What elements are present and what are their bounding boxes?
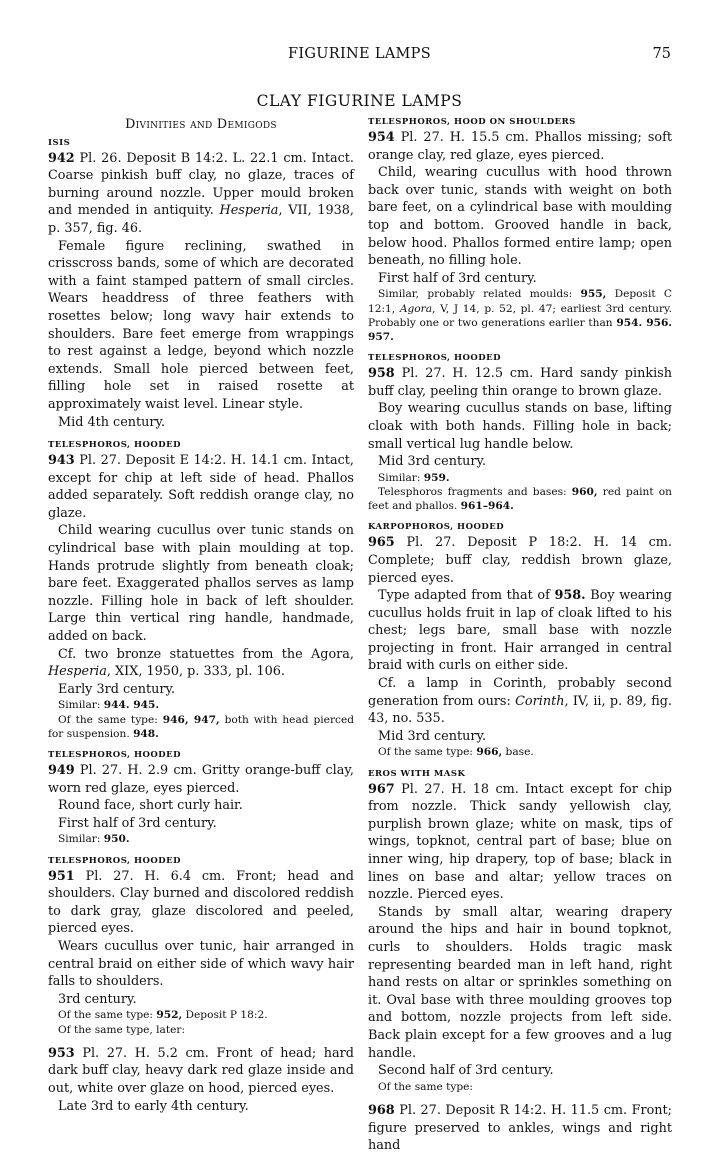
entry-958 <box>368 352 672 513</box>
entry-description: 943 Pl. 27. Deposit E 14:2. H. 14.1 cm. Intact, except for chip at left side of head. Phallos added separately. Soft reddish orange clay, no glaze. <box>48 453 354 521</box>
entry-heading: EROS WITH MASK <box>368 768 466 779</box>
entry-heading: ISIS <box>48 137 71 148</box>
entry-description: 967 Pl. 27. H. 18 cm. Intact except for chip from nozzle. Thick sandy yellowish clay, purplish brown glaze; white on mask, tips of wings, topknot, central part of base; blue on inner wing, hip drapery, top of base; black in lines on base and altar; yellow traces on nozzle. Pierced eyes. <box>368 781 672 903</box>
entry-note: Of the same type: 966, base. <box>378 746 534 759</box>
entry-942 <box>48 137 354 432</box>
entry-description: 949 Pl. 27. H. 2.9 cm. Gritty orange-buff clay, worn red glaze, eyes pierced. <box>48 763 354 796</box>
entry-cf: Cf. a lamp in Corinth, probably second generation from ours: Corinth, IV, ii, p. 89, fig. 43, no. 535. <box>368 676 672 727</box>
entry-954 <box>368 116 672 344</box>
entry-heading: TELESPHOROS, HOODED <box>48 750 182 761</box>
entry-date: First half of 3rd century. <box>378 270 537 286</box>
entry-number: 968 <box>368 1102 395 1118</box>
entry-note: Similar: 959. <box>378 471 450 484</box>
entry-date: Mid 3rd century. <box>378 454 487 470</box>
entry-text: Type adapted from that of 958. Boy wearing cucullus holds fruit in lap of cloak lifted to his chest; legs bare, small base with nozzle projecting in front. Hair arranged in central braid with curls on either side. <box>368 588 672 674</box>
left-column <box>48 116 354 1115</box>
section-title: Divinities and Demigods <box>125 117 277 132</box>
entry-949 <box>48 749 354 847</box>
entry-date: Early 3rd century. <box>58 681 176 697</box>
entry-date: Late 3rd to early 4th century. <box>58 1098 249 1114</box>
right-column <box>368 116 672 1155</box>
entry-number: 954 <box>368 130 395 145</box>
page-number: 75 <box>652 46 671 62</box>
main-title: CLAY FIGURINE LAMPS <box>256 92 463 110</box>
entry-note: Similar: 950. <box>58 833 130 846</box>
entry-number: 951 <box>48 868 75 884</box>
entry-number: 942 <box>48 150 75 166</box>
entry-note: Of the same type: <box>378 1080 473 1093</box>
entry-note: Similar: 944. 945. <box>58 699 160 712</box>
entry-note: Of the same type: 952, Deposit P 18:2. <box>58 1009 268 1022</box>
entry-number: 965 <box>368 535 395 551</box>
entry-description: 965 Pl. 27. Deposit P 18:2. H. 14 cm. Complete; buff clay, reddish brown glaze, pierced eyes. <box>368 535 672 586</box>
entry-number: 943 <box>48 453 75 469</box>
entry-description: 951 Pl. 27. H. 6.4 cm. Front; head and shoulders. Clay burned and discolored reddish to dark gray, glaze discolored and peeled, pierced eyes. <box>48 868 354 937</box>
entry-text: Round face, short curly hair. <box>58 798 243 814</box>
entry-951 <box>48 855 354 1037</box>
entry-text: Boy wearing cucullus stands on base, lifting cloak with both hands. Filling hole in back; small vertical lug handle below. <box>368 401 672 452</box>
entry-heading: TELESPHOROS, HOOD ON SHOULDERS <box>368 117 576 127</box>
entry-description: 953 Pl. 27. H. 5.2 cm. Front of head; hard dark buff clay, heavy dark red glaze inside and out, white over glaze on hood, pierced eyes. <box>48 1045 354 1096</box>
entry-968 <box>368 1102 672 1155</box>
running-title: FIGURINE LAMPS <box>288 46 431 62</box>
entry-date: 3rd century. <box>58 991 137 1007</box>
entry-heading: TELESPHOROS, HOODED <box>48 440 182 451</box>
entry-note: Telesphoros fragments and bases: 960, red paint on feet and phallos. 961–964. <box>368 485 672 513</box>
entry-text: Child wearing cucullus over tunic stands on cylindrical base with plain moulding at top. Hands protrude slightly from beneath cloak; bare feet. Exaggerated phallos serves as lamp nozzle. Filling hole in back of left shoulder. Large thin vertical ring handle, handmade, added on back. <box>48 523 354 645</box>
entry-number: 967 <box>368 781 395 797</box>
entry-description: 954 Pl. 27. H. 15.5 cm. Phallos missing; soft orange clay, red glaze, eyes pierced. <box>368 130 672 163</box>
entry-965 <box>368 521 672 759</box>
entry-note: Of the same type, later: <box>58 1023 186 1036</box>
entry-text: Female figure reclining, swathed in crisscross bands, some of which are decorated with a faint stamped pattern of small circles. Wears headdress of three feathers with rosettes below; long wavy hair extends to shoulders. Bare feet emerge from wrappings to rest against a ledge, beyond which nozzle extends. Small hole pierced between feet, filling hole set in raised rosette at approximately waist level. Linear style. <box>48 238 354 412</box>
entry-note: Similar, probably related moulds: 955, Deposit C 12:1, Agora, V, J 14, p. 52, pl. 47; earliest 3rd century. Probably one or two generations earlier than 954. 956. 957. <box>368 288 672 343</box>
entry-text: Wears cucullus over tunic, hair arranged in central braid on either side of which wavy hair falls to shoulders. <box>48 938 354 990</box>
entry-date: First half of 3rd century. <box>58 815 217 831</box>
entry-943 <box>48 439 354 741</box>
entry-date: Second half of 3rd century. <box>378 1063 554 1079</box>
entry-cf: Cf. two bronze statuettes from the Agora, Hesperia, XIX, 1950, p. 333, pl. 106. <box>48 646 354 680</box>
entry-number: 949 <box>48 763 75 779</box>
entry-text: Stands by small altar, wearing drapery around the hips and hair in bound topknot, curls to shoulders. Holds tragic mask representing bearded man in left hand, right hand rests on altar or sprinkles something on it. Oval base with three moulding grooves top and bottom, nozzle projects from left side. Back plain except for a few grooves and a lug handle. <box>368 904 672 1061</box>
entry-note: Of the same type: 946, 947, both with head pierced for suspension. 948. <box>48 713 355 740</box>
entry-date: Mid 3rd century. <box>378 728 487 744</box>
entry-heading: TELESPHOROS, HOODED <box>368 353 502 364</box>
entry-number: 958 <box>368 366 395 382</box>
entry-description: 968 Pl. 27. Deposit R 14:2. H. 11.5 cm. Front; figure preserved to ankles, wings and right hand <box>368 1102 672 1154</box>
entry-953 <box>48 1045 354 1115</box>
entry-description: 942 Pl. 26. Deposit B 14:2. L. 22.1 cm. Intact. Coarse pinkish buff clay, no glaze, traces of burning around nozzle. Upper mould broken and mended in antiquity. Hesperia, VII, 1938, p. 357, fig. 46. <box>48 150 354 236</box>
entry-number: 953 <box>48 1045 75 1061</box>
entry-description: 958 Pl. 27. H. 12.5 cm. Hard sandy pinkish buff clay, peeling thin orange to brown glaze. <box>368 366 672 399</box>
entry-heading: KARPOPHOROS, HOODED <box>368 522 505 533</box>
entry-heading: TELESPHOROS, HOODED <box>48 855 182 866</box>
entry-967 <box>368 768 672 1094</box>
entry-text: Child, wearing cucullus with hood thrown back over tunic, stands with weight on both bare feet, on a cylindrical base with moulding top and bottom. Grooved handle in back, below hood. Phallos formed entire lamp; open beneath, no filling hole. <box>368 165 672 269</box>
entry-date: Mid 4th century. <box>58 414 166 430</box>
